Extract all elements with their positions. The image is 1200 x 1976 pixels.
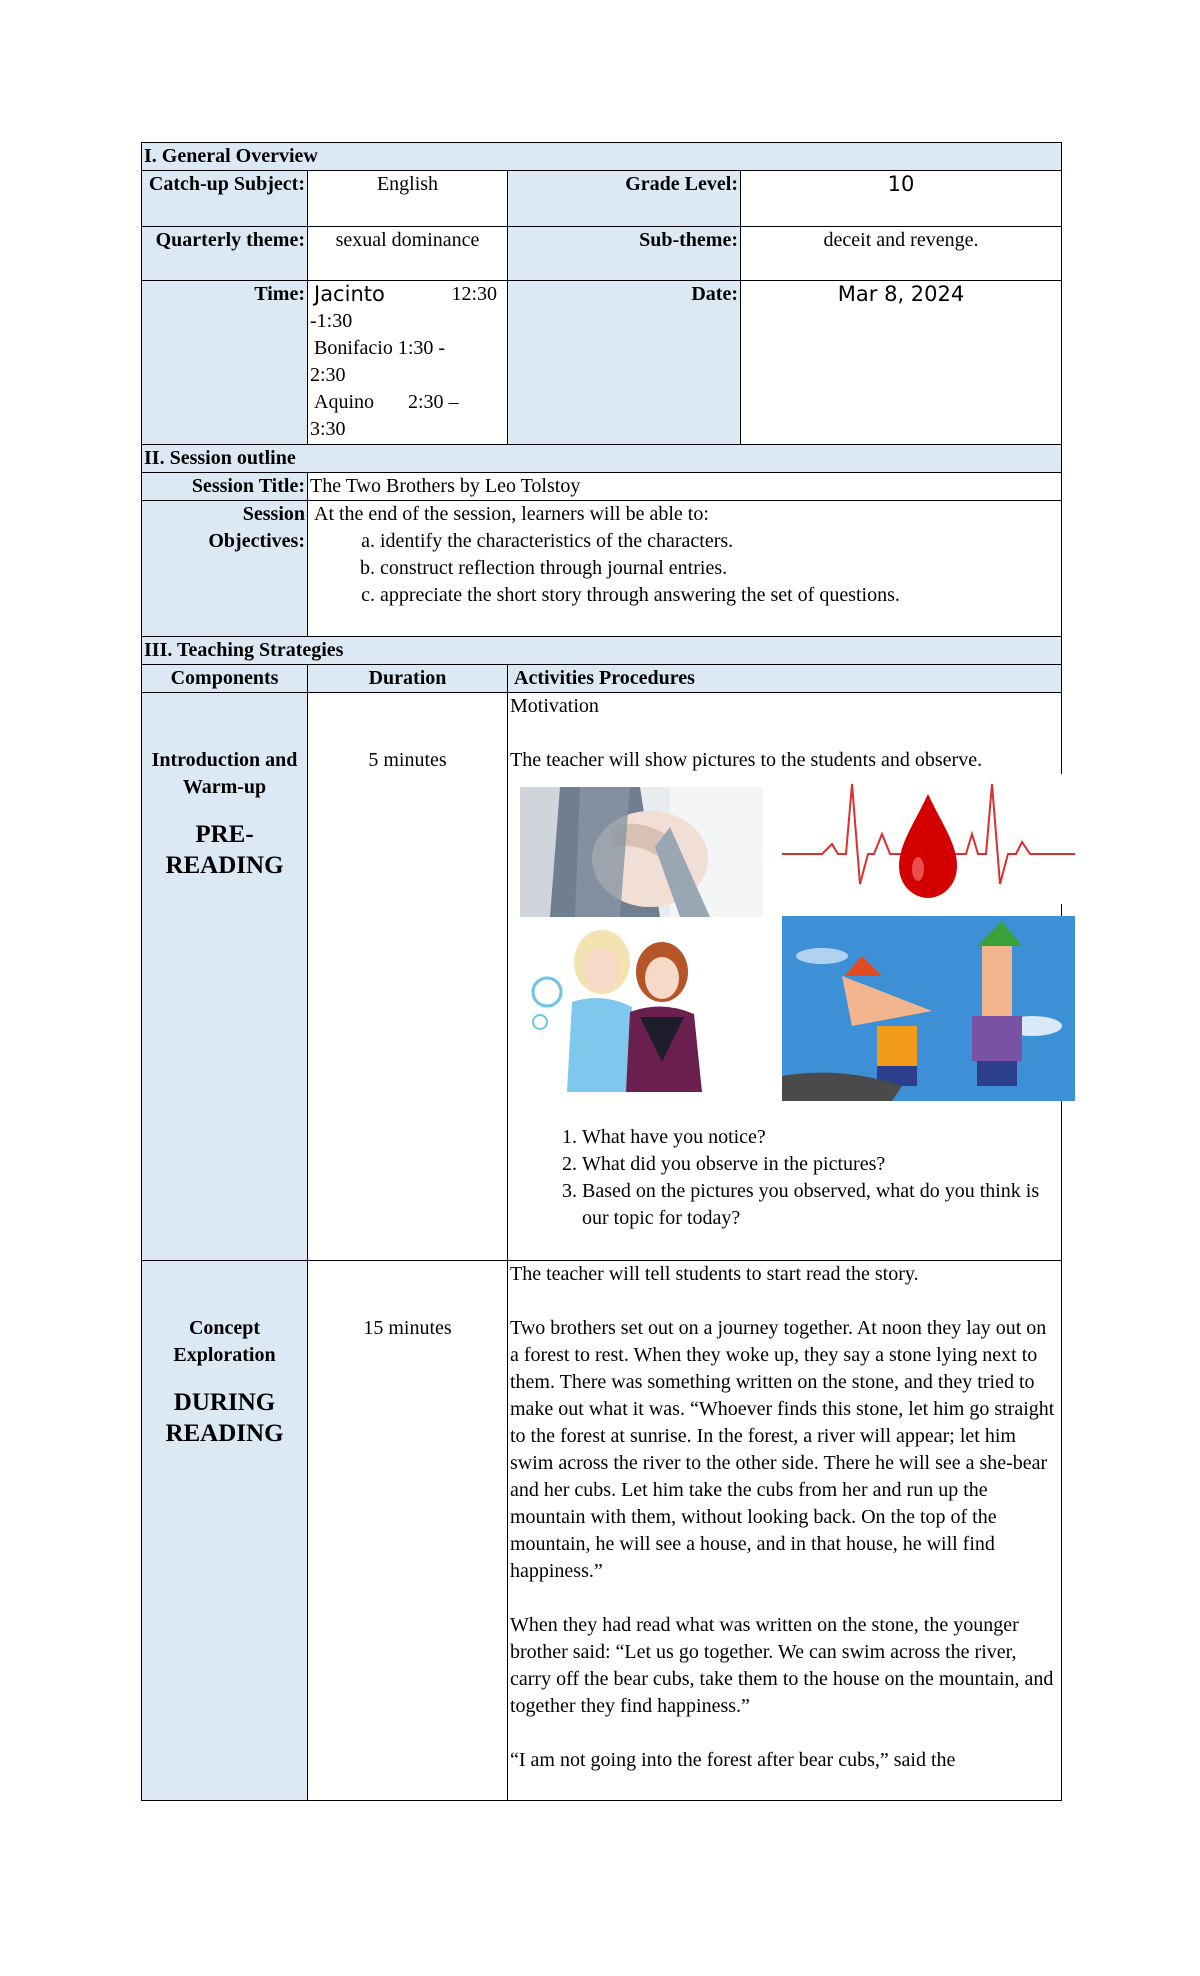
story-paragraph: Two brothers set out on a journey together. At noon they lay out on a forest to rest. When they woke up, they say a stone lying next to them. There was something written on the stone, and they tried to make out what it was. “Whoever finds this stone, let him go straight to the forest at sunrise. In the forest, a river will appear; let him swim across the river to the other side. There he will see a she-bear and her cubs. Let him take the cubs from her and run up the mountain with them, without looking back. On the top of the mountain, he will see a house, and in that house, he will find happiness.” xyxy=(510,1317,1055,1582)
time-line-bonifacio: Bonifacio 1:30 - xyxy=(314,337,446,359)
duration-value: 5 minutes xyxy=(368,749,447,771)
component-name: Introduction and Warm-up xyxy=(151,749,298,798)
objective-item: b. construct reflection through journal entries. xyxy=(380,555,1059,582)
activity-introduction xyxy=(508,693,1062,1261)
objectives-intro: At the end of the session, learners will be able to: xyxy=(314,503,709,525)
session-objectives-value xyxy=(308,501,1062,637)
activity-text: The teacher will show pictures to the students and observe. xyxy=(510,749,983,771)
time-label: Time: xyxy=(142,281,308,445)
session-outline-heading: II. Session outline xyxy=(142,445,1062,473)
duration-value: 15 minutes xyxy=(363,1317,452,1339)
grade-value: 10 xyxy=(741,171,1062,227)
session-objectives-label: Session Objectives: xyxy=(142,501,308,637)
quarterly-value: sexual dominance xyxy=(308,227,508,281)
session-title-value: The Two Brothers by Leo Tolstoy xyxy=(308,473,1062,501)
component-concept-exploration xyxy=(142,1261,308,1801)
pregnant-woman-image xyxy=(520,787,763,917)
duration-introduction xyxy=(308,693,508,1261)
col-activities: Activities Procedures xyxy=(508,665,1062,693)
story-paragraph: When they had read what was written on the stone, the younger brother said: “Let us go together. We can swim across the river, carry off the bear cubs, take them to the house on the mountain, and together they find happiness.” xyxy=(510,1614,1054,1717)
component-introduction xyxy=(142,693,308,1261)
time-line-jacinto-start: 12:30 xyxy=(451,283,497,305)
col-duration: Duration xyxy=(308,665,508,693)
phase-pre-reading: PRE-READING xyxy=(165,821,284,879)
activity-concept-exploration xyxy=(508,1261,1062,1801)
objective-item: a. identify the characteristics of the characters. xyxy=(380,528,1059,555)
component-name: Concept Exploration xyxy=(173,1317,276,1366)
question-item: 2. What did you observe in the pictures? xyxy=(582,1151,1059,1178)
time-line-jacinto: Jacinto xyxy=(314,282,385,306)
activity-title: Motivation xyxy=(510,695,599,717)
subtheme-value: deceit and revenge. xyxy=(741,227,1062,281)
motivation-pictures xyxy=(510,774,1059,1124)
duration-concept-exploration xyxy=(308,1261,508,1801)
general-overview-heading: I. General Overview xyxy=(142,143,1062,171)
date-label: Date: xyxy=(508,281,741,445)
question-item: 1. What have you notice? xyxy=(582,1124,1059,1151)
phineas-ferb-image xyxy=(782,916,1075,1101)
grade-label: Grade Level: xyxy=(508,171,741,227)
time-line-aquino: Aquino xyxy=(314,391,374,413)
session-title-label: Session Title: xyxy=(142,473,308,501)
time-value xyxy=(308,281,508,445)
col-components: Components xyxy=(142,665,308,693)
subject-label: Catch-up Subject: xyxy=(142,171,308,227)
subtheme-label: Sub-theme: xyxy=(508,227,741,281)
activity-title: The teacher will tell students to start read the story. xyxy=(510,1263,919,1285)
teaching-strategies-heading: III. Teaching Strategies xyxy=(142,637,1062,665)
motivation-questions xyxy=(510,1124,1059,1232)
time-line-jacinto-end: -1:30 xyxy=(310,310,353,332)
lesson-plan-table xyxy=(141,142,1062,1801)
time-line-aquino-start: 2:30 – xyxy=(408,391,459,413)
blood-drop-heartbeat-image xyxy=(782,774,1075,904)
objective-item: c. appreciate the short story through answering the set of questions. xyxy=(380,582,1059,609)
question-item: 3. Based on the pictures you observed, what do you think is our topic for today? xyxy=(582,1178,1059,1232)
phase-during-reading: DURING READING xyxy=(165,1389,284,1447)
lesson-plan-document xyxy=(141,142,1061,1801)
story-paragraph: “I am not going into the forest after bear cubs,” said the xyxy=(510,1749,956,1771)
subject-value: English xyxy=(308,171,508,227)
objectives-list xyxy=(310,528,1059,609)
frozen-sisters-image xyxy=(522,922,722,1092)
time-line-aquino-end: 3:30 xyxy=(310,418,346,440)
date-value: Mar 8, 2024 xyxy=(741,281,1062,445)
time-line-bonifacio-end: 2:30 xyxy=(310,364,346,386)
quarterly-label: Quarterly theme: xyxy=(142,227,308,281)
